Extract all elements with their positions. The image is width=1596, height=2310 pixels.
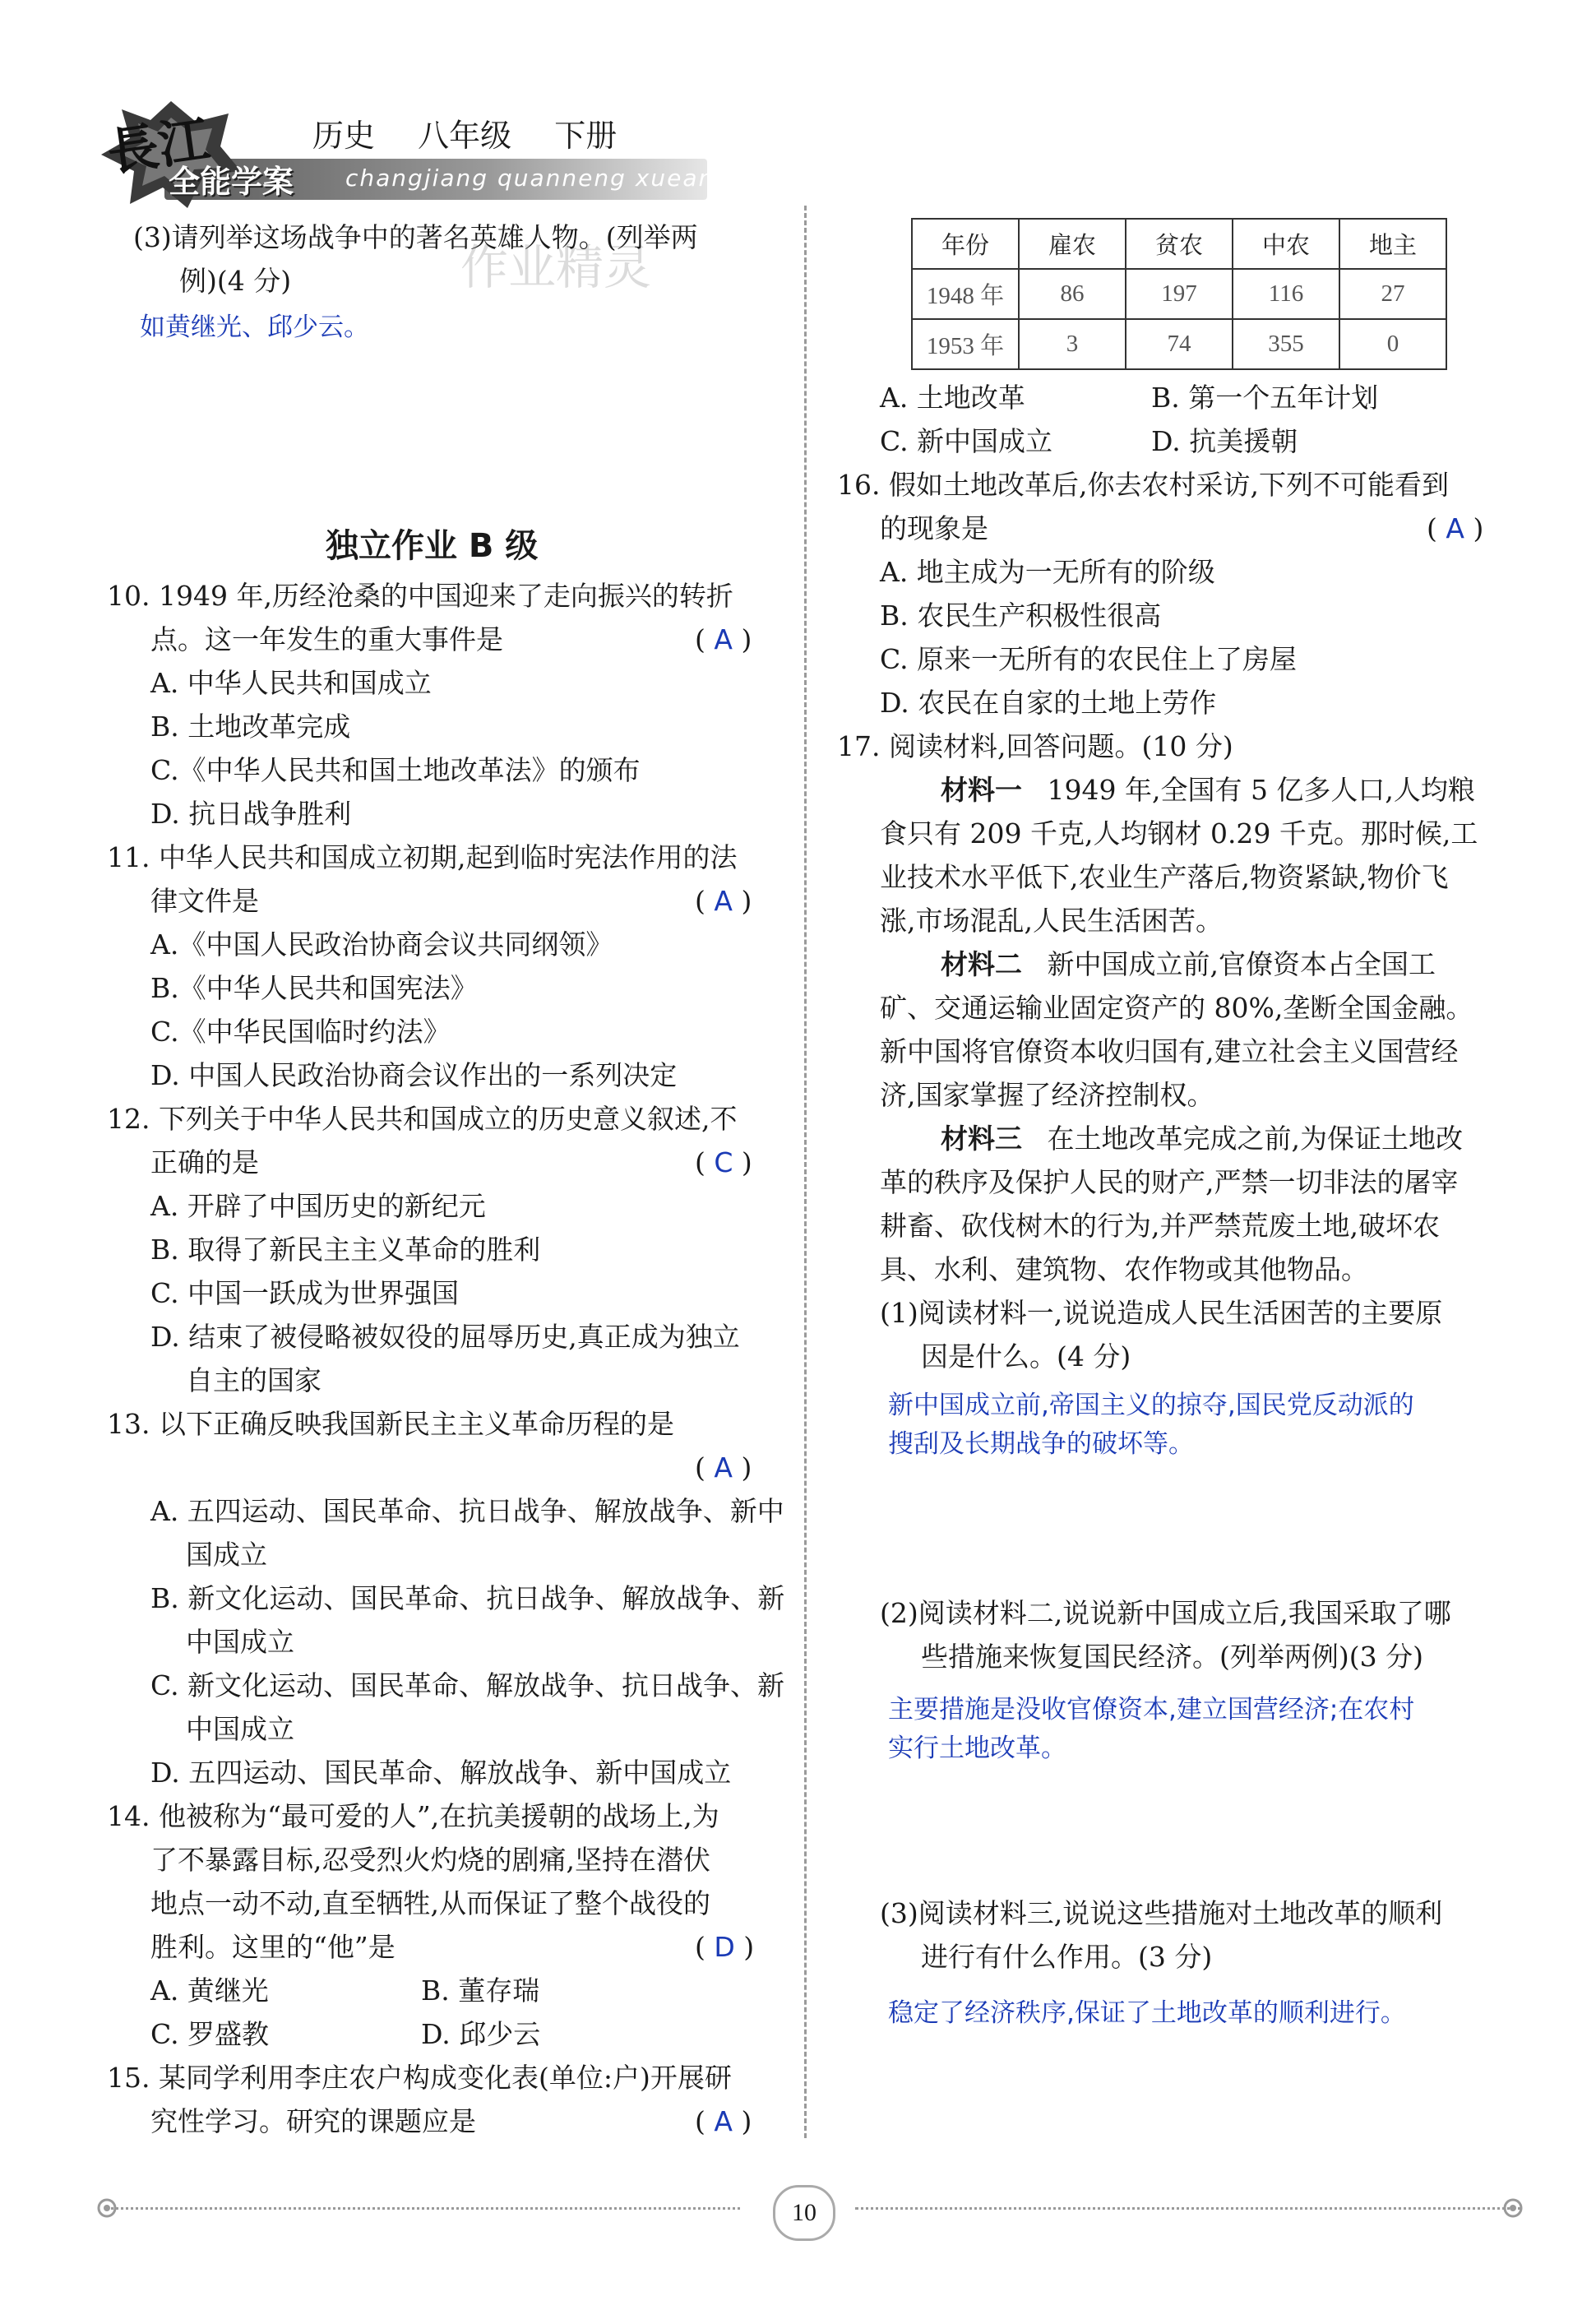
- material-1: [941, 768, 1475, 812]
- material-2-label: 材料二: [941, 948, 1022, 980]
- q15-line1: 15. 某同学利用李庄农户构成变化表(单位:户)开展研: [107, 2062, 732, 2094]
- table-cell: 3: [1019, 319, 1126, 369]
- q14-option-a: A. 黄继光: [150, 1974, 269, 2007]
- section-title: 独立作业 B 级: [326, 527, 539, 565]
- q12-option-d: D. 结束了被侵略被奴役的屈辱历史,真正成为独立: [150, 1321, 740, 1353]
- q10-option-b: B. 土地改革完成: [150, 711, 351, 743]
- q12-option-a: A. 开辟了中国历史的新纪元: [150, 1190, 486, 1222]
- q14-option-d: D. 邱少云: [421, 2018, 541, 2050]
- q15-option-a: A. 土地改革: [880, 382, 1025, 414]
- material-3-line4: 具、水利、建筑物、农作物或其他物品。: [880, 1253, 1368, 1285]
- q11-option-b: B.《中华人民共和国宪法》: [150, 972, 478, 1004]
- material-2-text: 新中国成立前,官僚资本占全国工: [1047, 948, 1436, 980]
- q14-line2: 了不暴露目标,忍受烈火灼烧的剧痛,坚持在潜伏: [150, 1844, 710, 1876]
- subq3-line2: 进行有什么作用。(3 分): [921, 1941, 1213, 1973]
- table-header-cell: 中农: [1233, 219, 1339, 269]
- q11-option-c: C.《中华民国临时约法》: [150, 1016, 451, 1048]
- table-cell: 116: [1233, 269, 1339, 319]
- column-divider: [804, 206, 807, 2138]
- table-cell: 1953 年: [912, 319, 1019, 369]
- logo-text: 長江: [104, 109, 214, 183]
- q10-option-a: A. 中华人民共和国成立: [150, 667, 432, 699]
- material-3-text: 在土地改革完成之前,为保证土地改: [1047, 1123, 1463, 1155]
- q10-answer-paren: ( A ): [695, 623, 752, 655]
- q13-answer: A: [714, 1451, 733, 1484]
- q13-line1: 13. 以下正确反映我国新民主主义革命历程的是: [107, 1408, 674, 1440]
- grade: 八年级: [418, 118, 512, 154]
- q15-option-d: D. 抗美援朝: [1151, 425, 1298, 457]
- q13-option-d: D. 五四运动、国民革命、解放战争、新中国成立: [150, 1757, 732, 1789]
- q13-option-b-cont: 中国成立: [186, 1626, 294, 1658]
- footer-ornament-left-icon: [90, 2192, 123, 2224]
- q3-prompt-line2: 例)(4 分): [179, 265, 292, 297]
- q15-line2: 究性学习。研究的课题应是: [150, 2105, 476, 2137]
- q10-line2: 点。这一年发生的重大事件是: [150, 623, 503, 655]
- table-row: [912, 269, 1446, 319]
- page-number: 10: [773, 2185, 835, 2241]
- subject-label: [312, 110, 617, 155]
- subq2-answer-line1: 主要措施是没收官僚资本,建立国营经济;在农村: [888, 1695, 1415, 1724]
- q11-option-d: D. 中国人民政治协商会议作出的一系列决定: [150, 1059, 678, 1091]
- subject: 历史: [312, 118, 376, 154]
- table-cell: 86: [1019, 269, 1126, 319]
- table-header-cell: 地主: [1339, 219, 1446, 269]
- q14-option-c: C. 罗盛教: [150, 2018, 270, 2050]
- material-1-line3: 业技术水平低下,农业生产落后,物资紧缺,物价飞: [880, 861, 1449, 893]
- q16-option-b: B. 农民生产积极性很高: [880, 599, 1162, 632]
- subq1-answer-line1: 新中国成立前,帝国主义的掠夺,国民党反动派的: [888, 1391, 1414, 1420]
- q13-option-b: B. 新文化运动、国民革命、抗日战争、解放战争、新: [150, 1582, 785, 1614]
- q15-option-b: B. 第一个五年计划: [1151, 382, 1379, 414]
- material-3-label: 材料三: [941, 1123, 1022, 1155]
- q15-option-c: C. 新中国成立: [880, 425, 1053, 457]
- q16-answer: A: [1446, 512, 1464, 544]
- q10-option-c: C.《中华人民共和国土地改革法》的颁布: [150, 754, 641, 786]
- table-cell: 27: [1339, 269, 1446, 319]
- q10-line1: 10. 1949 年,历经沧桑的中国迎来了走向振兴的转折: [107, 580, 733, 612]
- material-1-line4: 涨,市场混乱,人民生活困苦。: [880, 905, 1223, 937]
- q12-option-d-cont: 自主的国家: [186, 1364, 322, 1396]
- q14-option-b: B. 董存瑞: [421, 1974, 540, 2007]
- q3-answer: 如黄继光、邱少云。: [140, 312, 369, 342]
- q11-answer: A: [714, 885, 733, 917]
- q12-option-c: C. 中国一跃成为世界强国: [150, 1277, 460, 1309]
- q15-answer: A: [714, 2105, 733, 2137]
- subq2-line2: 些措施来恢复国民经济。(列举两例)(3 分): [921, 1641, 1423, 1673]
- material-2-line4: 济,国家掌握了经济控制权。: [880, 1079, 1214, 1111]
- material-3-line3: 耕畜、砍伐树木的行为,并严禁荒废土地,破坏农: [880, 1210, 1440, 1242]
- q13-answer-paren: ( A ): [695, 1451, 752, 1484]
- subq3-line1: (3)阅读材料三,说说这些措施对土地改革的顺利: [880, 1897, 1443, 1929]
- q13-option-c: C. 新文化运动、国民革命、解放战争、抗日战争、新: [150, 1669, 785, 1701]
- q16-option-d: D. 农民在自家的土地上劳作: [880, 687, 1217, 719]
- q12-answer-paren: ( C ): [695, 1146, 752, 1178]
- table-cell: 197: [1126, 269, 1233, 319]
- q12-option-b: B. 取得了新民主主义革命的胜利: [150, 1234, 541, 1266]
- q14-answer-paren: ( D ): [695, 1931, 755, 1963]
- table-cell: 0: [1339, 319, 1446, 369]
- material-2-line2: 矿、交通运输业固定资产的 80%,垄断全国金融。: [880, 992, 1473, 1024]
- q11-answer-paren: ( A ): [695, 885, 752, 917]
- watermark: 作业精灵: [460, 239, 652, 295]
- q15-answer-paren: ( A ): [695, 2105, 752, 2137]
- q14-line1: 14. 他被称为“最可爱的人”,在抗美援朝的战场上,为: [107, 1800, 719, 1832]
- logo-subtitle: 全能学案: [169, 164, 294, 200]
- material-3: [941, 1117, 1463, 1160]
- table-cell: 74: [1126, 319, 1233, 369]
- q11-option-a: A.《中国人民政治协商会议共同纲领》: [150, 928, 613, 961]
- header-pinyin: changjiang quanneng xuean: [345, 164, 715, 192]
- subq2-line1: (2)阅读材料二,说说新中国成立后,我国采取了哪: [880, 1597, 1451, 1629]
- q16-line1: 16. 假如土地改革后,你去农村采访,下列不可能看到: [837, 469, 1449, 501]
- q11-line1: 11. 中华人民共和国成立初期,起到临时宪法作用的法: [107, 841, 738, 873]
- subq2-answer-line2: 实行土地改革。: [888, 1734, 1066, 1763]
- subq3-answer: 稳定了经济秩序,保证了土地改革的顺利进行。: [888, 1998, 1406, 2028]
- table-header-cell: 雇农: [1019, 219, 1126, 269]
- footer-line-left: [107, 2207, 740, 2210]
- q16-option-a: A. 地主成为一无所有的阶级: [880, 556, 1215, 588]
- material-1-label: 材料一: [941, 774, 1022, 806]
- q14-line3: 地点一动不动,直至牺牲,从而保证了整个战役的: [150, 1887, 710, 1919]
- table-header-cell: 贫农: [1126, 219, 1233, 269]
- q12-line1: 12. 下列关于中华人民共和国成立的历史意义叙述,不: [107, 1103, 738, 1135]
- material-2-line3: 新中国将官僚资本收归国有,建立社会主义国营经: [880, 1035, 1459, 1067]
- table-row: [912, 319, 1446, 369]
- q12-answer: C: [714, 1146, 733, 1178]
- q13-option-c-cont: 中国成立: [186, 1713, 294, 1745]
- q11-line2: 律文件是: [150, 885, 259, 917]
- q10-option-d: D. 抗日战争胜利: [150, 798, 352, 830]
- q16-line2: 的现象是: [880, 512, 988, 544]
- table-cell: 1948 年: [912, 269, 1019, 319]
- footer-line-right: [855, 2207, 1521, 2210]
- q16-option-c: C. 原来一无所有的农民住上了房屋: [880, 643, 1298, 675]
- subq1-line2: 因是什么。(4 分): [921, 1340, 1131, 1373]
- q3-prompt-line1: (3)请列举这场战争中的著名英雄人物。(列举两: [133, 221, 698, 253]
- material-1-text: 1949 年,全国有 5 亿多人口,人均粮: [1047, 774, 1475, 806]
- subq1-line1: (1)阅读材料一,说说造成人民生活困苦的主要原: [880, 1297, 1443, 1329]
- q10-answer: A: [714, 623, 733, 655]
- material-1-line2: 食只有 209 千克,人均钢材 0.29 千克。那时候,工: [880, 817, 1478, 849]
- q14-line4: 胜利。这里的“他”是: [150, 1931, 396, 1963]
- subq1-answer-line2: 搜刮及长期战争的破坏等。: [888, 1429, 1194, 1459]
- q17-line1: 17. 阅读材料,回答问题。(10 分): [837, 730, 1233, 762]
- footer-ornament-right-icon: [1497, 2192, 1529, 2224]
- material-2: [941, 942, 1436, 986]
- table-cell: 355: [1233, 319, 1339, 369]
- q13-option-a-cont: 国成立: [186, 1539, 267, 1571]
- q14-answer: D: [714, 1931, 735, 1963]
- q16-answer-paren: ( A ): [1427, 512, 1484, 544]
- table-header-cell: 年份: [912, 219, 1019, 269]
- material-3-line2: 革的秩序及保护人民的财产,严禁一切非法的屠宰: [880, 1166, 1459, 1198]
- farmer-composition-table: [911, 218, 1447, 370]
- table-header-row: [912, 219, 1446, 269]
- volume: 下册: [554, 118, 618, 154]
- q13-option-a: A. 五四运动、国民革命、抗日战争、解放战争、新中: [150, 1495, 784, 1527]
- q12-line2: 正确的是: [150, 1146, 259, 1178]
